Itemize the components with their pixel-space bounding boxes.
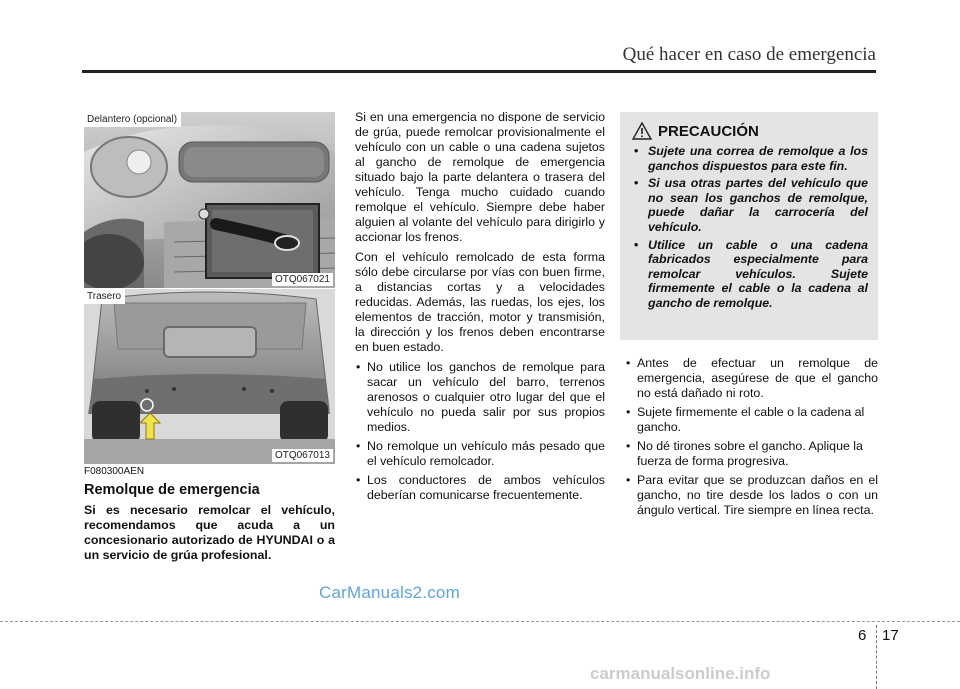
footer-rule	[0, 621, 960, 622]
page-number: 17	[882, 627, 899, 644]
tips-column	[625, 356, 878, 522]
tip-4: • Para evitar que se produzcan daños en el gancho, no tire desde los lados o con un ángulo vertical. Tire siempre en línea recta.	[625, 473, 878, 518]
front-figure	[84, 112, 335, 288]
body-bullet-list	[355, 360, 605, 503]
header-rule	[82, 70, 876, 73]
site-watermark[interactable]: carmanualsonline.info	[590, 664, 771, 683]
body-bullet-1: • No utilice los ganchos de remolque para sacar un vehículo del barro, terrenos arenosos o cualquier otro lugar del que el vehículo no pueda salir por sus propios medios.	[355, 360, 605, 435]
tip-2: • Sujete firmemente el cable o la cadena al gancho.	[625, 405, 878, 435]
body-column	[355, 110, 605, 507]
watermark-link[interactable]: CarManuals2.com	[319, 583, 460, 602]
doc-code: F080300AEN	[84, 466, 145, 477]
rear-figure	[84, 288, 335, 464]
body-paragraph-2: Con el vehículo remolcado de esta forma sólo debe circularse por vías con buen firme, a distancias cortas y a velocidades reducidas. Además, las ruedas, los ejes, los elementos de tracción, motor y transmisión, la dirección y los frenos deben encontrarse en buen estado.	[355, 250, 605, 354]
body-paragraph-1: Si en una emergencia no dispone de servicio de grúa, puede remolcar provisionalmente el vehículo con un cable o una cadena sujetos al gancho de remolque de emergencia situado bajo la parte delantera o trasera del vehículo. Tenga mucho cuidado cuando remolque el vehículo. Siempre debe haber alguien al volante del vehículo para dirigirlo y accionar los frenos.	[355, 110, 605, 244]
section-intro: Si es necesario remolcar el vehículo, recomendamos que acuda a un concesionario autorizado de HYUNDAI o a un servicio de grúa profesional.	[84, 503, 335, 562]
rear-figure-code: OTQ067013	[272, 449, 333, 462]
page-separator	[876, 625, 877, 689]
body-bullet-2: • No remolque un vehículo más pesado que el vehículo remolcador.	[355, 439, 605, 469]
header-title: Qué hacer en caso de emergencia	[622, 44, 876, 65]
caution-title: PRECAUCIÓN	[658, 122, 759, 140]
front-figure-label: Delantero (opcional)	[84, 112, 181, 127]
chapter-number: 6	[858, 627, 867, 644]
front-figure-code: OTQ067021	[272, 273, 333, 286]
caution-list	[632, 144, 868, 311]
tips-list	[625, 356, 878, 518]
caution-box	[620, 112, 878, 340]
caution-item-3: • Utilice un cable o una cadena fabricados especialmente para remolcar vehículos. Sujete firmemente el cable o la cadena al gancho de remolque.	[632, 238, 868, 311]
section-title: Remolque de emergencia	[84, 482, 260, 498]
rear-figure-label: Trasero	[84, 289, 125, 304]
caution-item-1: • Sujete una correa de remolque a los ganchos dispuestos para este fin.	[632, 144, 868, 173]
rear-car-image	[84, 289, 335, 464]
body-bullet-3: • Los conductores de ambos vehículos deberían comunicarse frecuentemente.	[355, 473, 605, 503]
caution-item-2: • Si usa otras partes del vehículo que no sean los ganchos de remolque, puede dañar la carrocería del vehículo.	[632, 176, 868, 234]
front-car-image	[84, 112, 335, 288]
tip-1: • Antes de efectuar un remolque de emergencia, asegúrese de que el gancho no está dañado ni roto.	[625, 356, 878, 401]
warning-icon	[632, 122, 652, 140]
tip-3: • No dé tirones sobre el gancho. Aplique la fuerza de forma progresiva.	[625, 439, 878, 469]
